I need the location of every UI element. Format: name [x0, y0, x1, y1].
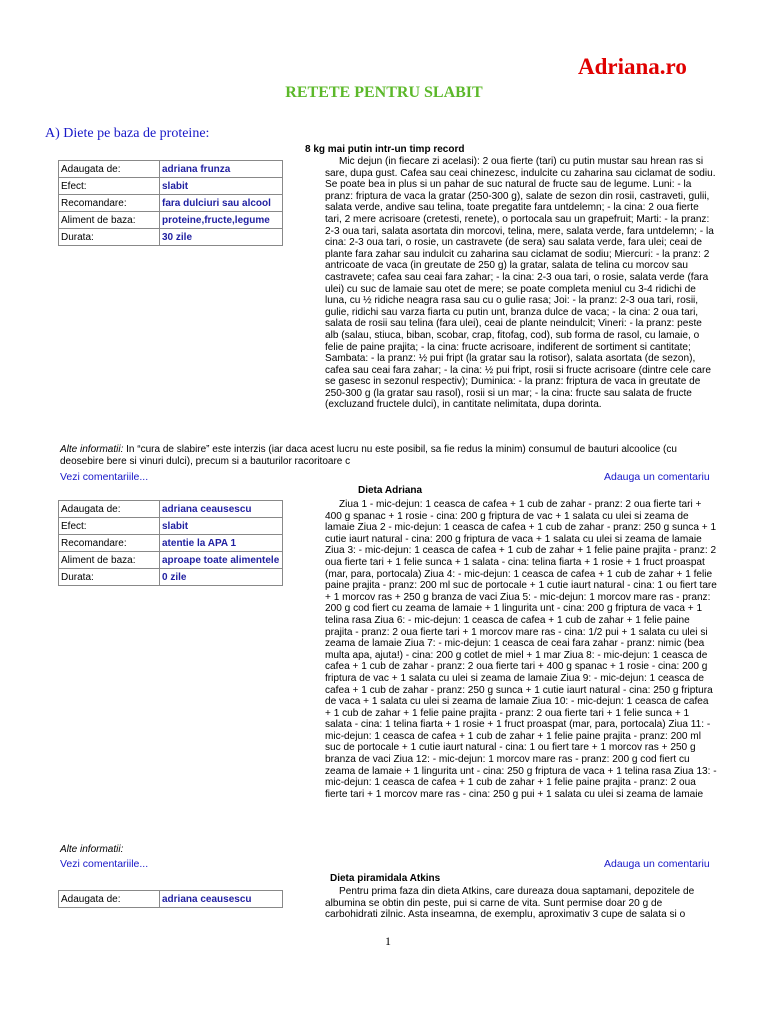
recipe-title: Dieta Adriana	[358, 485, 423, 496]
recipe-description: Pentru prima faza din dieta Atkins, care dureaza doua saptamani, depozitele de albumina se obtin din peste, pui si carne de vita. Sunt permise doar 20 g de carbohidrati zilnic. Asta inseamna, de exemplu, aproximativ 3 cupe de salata si o	[325, 886, 695, 921]
base-food-value: aproape toate alimentele	[160, 552, 283, 569]
recipe-description: Mic dejun (in fiecare zi acelasi): 2 oua fierte (tari) cu putin mustar sau hrean ras si sare, dupa gust. Cafea sau ceai chinezesc, indulcite cu zaharina sau ciclamat de sodiu. Se poate bea in plus si un pahar de suc natural de fructe sau de legume. Luni: - la pranz: friptura de vaca la gratar (250-300 g), salate de sezon din rosii, castraveti, gulii, salata verde, andive sau telina, toate pregatite fara untdelemn; - la cina: 2 oua fierte tari, 2 mere acrisoare (cretesti, renete), o portocala sau un grapefruit; Marti: - la pranz: 2-3 oua tari, salata asortata din morcovi, telina, mere, salata verde, fara untdelemn; - la cina: 2-3 oua tari, o rosie, un castravete (de sera) sau salata verde, fara ulei; ceai de plante fara zahar sau indulcit cu zaharina sau ciclamat de sodiu; Miercuri: - la pranz: 2 antricoate de vaca (in greutate de 250 g) la gratar, salata de telina cu morcov sau castravete; cafea sau ceai fara zahar; - la cina: 2-3 oua tari, o rosie, salata verde (fara ulei) cu suc de lamaie sau otet de mere; se poate completa meniul cu 3-4 ridichi de luna, cu ½ ridiche neagra rasa sau cu o gulie rasa; Joi: - la pranz: 2-3 oua tari, rosii, gulie, ridichi sau varza fiarta cu putin unt, branza dulce de vaca; - la cina: 2 oua tari, salata de rosii sau telina (fara ulei), ceai de plante neindulcit; Vineri: - la pranz: peste alb (salau, stiuca, biban, scobar, crap, fitofag, cod), sub forma de rasol, cu lamaie, o felie de paine prajita; - la cina: fructe acrisoare, indiferent de sortiment si cantitate; Sambata: - la pranz: ½ pui fript (la gratar sau la rotisor), salata asortata (de sezon), cafea sau ceai fara zahar; - la cina: ½ pui fript, rosii si fructe acrisoare (dintre cele care se gasesc in sezonul respectiv); Duminica: - la pranz: friptura de vaca in greutate de 250-300 g (la gratar sau rasol), rosii si un mar; - la cina: fructe sau salata de fructe (excluzand fructele dulci), in cantitate nelimitata, dupa dorinta.	[325, 156, 716, 411]
duration-value: 30 zile	[160, 229, 283, 246]
recipe-info-table	[58, 160, 283, 246]
recipe-description: Ziua 1 - mic-dejun: 1 ceasca de cafea + 1 cub de zahar - pranz: 2 oua fierte tari + 400 g spanac + 1 rosie - cina: 200 g friptura de vac + 1 salata cu ulei si zeama de lamaie Ziua 2 - mic-dejun: 1 ceasca de cafea + 1 cub de zahar - pranz: 250 g sunca + 1 cutie iaurt natural - cina: 200 g friptura de vaca + 1 salata cu ulei si zeama de lamaie Ziua 3: - mic-dejun: 1 ceasca de cafea + 1 cub de zahar + 1 felie paine prajita - pranz: 2 oua fierte tari + 1 felie sunca + 1 salata - cina: telina fiarta + 1 rosie + 1 fruct proaspat (mar, para, portocala) Ziua 4: - mic-dejun: 1 ceasca de cafea + 1 cub de zahar + 1 felie paine prajita - pranz: 200 ml suc de portocale + 1 cutie iaurt natural - cina: 1 ou fiert tare + 1 morcov ras + 250 g branza de vaci Ziua 5: - mic-dejun: 1 morcov mare ras - pranz: 200 g cod fiert cu zeama de lamaie + 1 lingurita unt - cina: 200 g friptura de vaca + 1 telina rasa Ziua 6: - mic-dejun: 1 ceasca de cafea + 1 cub de zahar + 1 felie paine prajita - pranz: 2 oua fierte tari + 1 morcov mare ras - cina: 1/2 pui + 1 salata cu ulei si zeama de lamaie Ziua 7: - mic-dejun: 1 ceasca de ceai fara zahar - pranz: nimic (bea multa apa, ajuta!) - cina: 200 g cotlet de miel + 1 mar Ziua 8: - mic-dejun: 1 ceasca de cafea + 1 cub de zahar - pranz: 2 oua fierte tari + 400 g spanac + 1 rosie - cina: 200 g friptura de vac + 1 salata cu ulei si zeama de lamaie Ziua 9: - mic-dejun: 1 ceasca de cafea + 1 cub de zahar - pranz: 250 g sunca + 1 cutie iaurt natural - cina: 250 g friptura de vaca + 1 salata cu ulei si zeama de lamaie Ziua 10: - mic-dejun: 1 ceasca de cafea + 1 cub de zahar + 1 felie paine prajita - pranz: 2 oua fierte tari + 1 felie sunca + 1 salata - cina: 1 telina fiarta + 1 rosie + 1 fruct proaspat (mar, para, portocala) Ziua 11: - mic-dejun: 1 ceasca de cafea + 1 cub de zahar + 1 felie paine prajita - pranz: 200 ml suc de portocale + 1 cutie iaurt natural - cina: 1 ou fiert tare + 1 morcov ras + 250 g branza de vaci Ziua 12: - mic-dejun: 1 morcov mare ras - pranz: 200 g cod fiert cu zeama de lamaie + 1 lingurita unt - cina: 250 g friptura de vaca + 1 telina rasa Ziua 13: - mic-dejun: 1 ceasca de cafea + 1 cub de zahar + 1 felie paine prajita - pranz: 2 oua fierte tari + 1 morcov mare ras - cina: 250 g pui + 1 salata cu ulei si zeama de lamaie	[325, 499, 717, 800]
recipe-title: 8 kg mai putin intr-un timp record	[305, 144, 465, 155]
recipe-info-table	[58, 500, 283, 586]
effect-value: slabit	[160, 178, 283, 195]
recipe-title: Dieta piramidala Atkins	[330, 873, 441, 884]
added-by-value: adriana ceausescu	[160, 501, 283, 518]
section-title: A) Diete pe baza de proteine:	[45, 126, 210, 141]
recommendation-label: Recomandare:	[59, 535, 160, 552]
recommendation-value: atentie la APA 1	[160, 535, 283, 552]
base-food-value: proteine,fructe,legume	[160, 212, 283, 229]
view-comments-link[interactable]: Vezi comentariile...	[60, 471, 149, 483]
view-comments-link[interactable]: Vezi comentariile...	[60, 858, 149, 870]
effect-label: Efect:	[59, 178, 160, 195]
other-info: Alte informatii: In “cura de slabire” este interzis (iar daca acest lucru nu este posibil, sa fie redus la minim) consumul de bauturi alcoolice (cu deosebire bere si vinuri dulci), precum si a bauturilor racoritoare c	[60, 444, 677, 467]
duration-label: Durata:	[59, 569, 160, 586]
add-comment-link[interactable]: Adauga un comentariu	[604, 471, 710, 483]
duration-value: 0 zile	[160, 569, 283, 586]
recommendation-label: Recomandare:	[59, 195, 160, 212]
effect-value: slabit	[160, 518, 283, 535]
added-by-value: adriana ceausescu	[160, 891, 283, 908]
base-food-label: Aliment de baza:	[59, 552, 160, 569]
site-logo: Adriana.ro	[578, 54, 687, 79]
other-info: Alte informatii:	[60, 844, 124, 855]
recipe-info-table	[58, 890, 283, 908]
recommendation-value: fara dulciuri sau alcool	[160, 195, 283, 212]
add-comment-link[interactable]: Adauga un comentariu	[604, 858, 710, 870]
effect-label: Efect:	[59, 518, 160, 535]
added-by-value: adriana frunza	[160, 161, 283, 178]
added-by-label: Adaugata de:	[59, 501, 160, 518]
page-title: RETETE PENTRU SLABIT	[285, 84, 483, 101]
base-food-label: Aliment de baza:	[59, 212, 160, 229]
page-number: 1	[385, 934, 391, 948]
added-by-label: Adaugata de:	[59, 161, 160, 178]
added-by-label: Adaugata de:	[59, 891, 160, 908]
duration-label: Durata:	[59, 229, 160, 246]
